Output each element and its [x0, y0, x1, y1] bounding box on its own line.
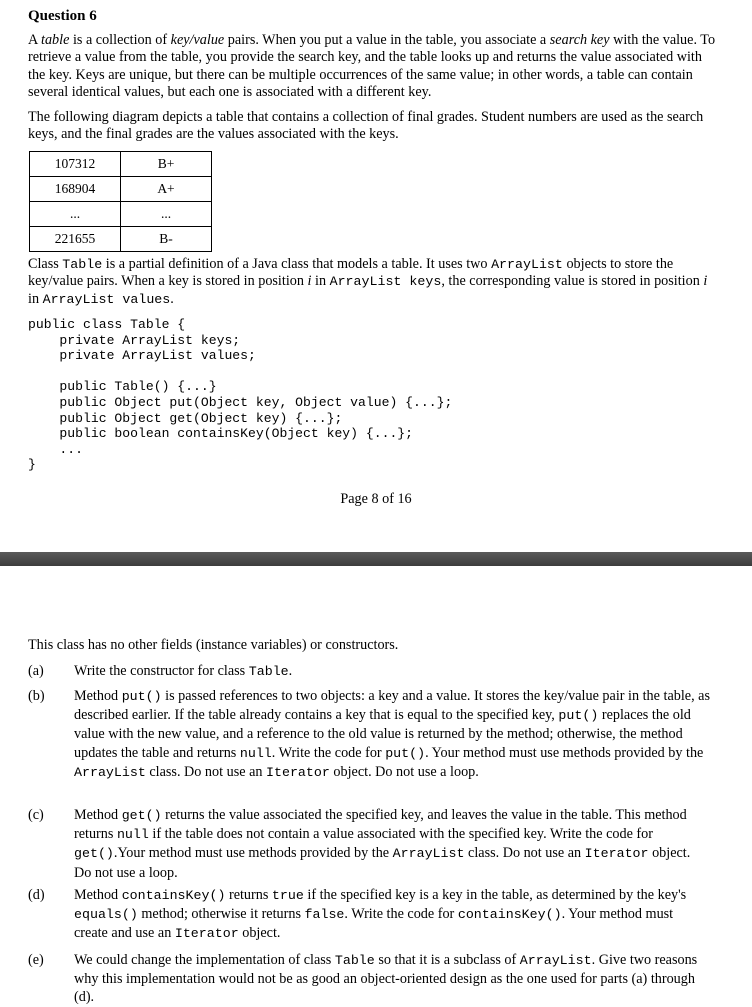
text-run: is passed references to two objects: a key and a value. It stores the key/value pair in the table, as described earlier. If the table already contains a key that is equal to the specified key,	[74, 688, 710, 724]
text-run: Method	[74, 807, 122, 823]
code-term: ArrayList	[392, 846, 465, 862]
question-part-label: (e)	[28, 952, 44, 968]
code-term: null	[116, 827, 149, 843]
code-term: ArrayList	[74, 764, 146, 780]
code-term: Table	[248, 664, 289, 679]
student-number-cell: ...	[30, 202, 121, 227]
question-title: Question 6	[28, 8, 97, 24]
paragraph-class-description	[28, 256, 718, 308]
code-term: put()	[558, 708, 599, 724]
student-number-cell: 107312	[30, 152, 121, 177]
text-run: . Write the code for	[344, 906, 458, 923]
question-part-label: (a)	[28, 663, 44, 679]
grade-cell: B+	[121, 152, 212, 177]
grades-table	[29, 151, 212, 252]
code-term: ArrayList	[491, 257, 563, 272]
question-part-text	[74, 886, 710, 944]
text-run: . Give two reasons why this implementation would not be as good an object-oriented design as the one used for parts (a) through (d).	[74, 952, 698, 1006]
code-term: false	[304, 907, 345, 923]
text-run: in	[28, 290, 43, 307]
text-run: is a collection of	[69, 32, 171, 48]
code-term: null	[239, 745, 272, 761]
paragraph-table-definition	[28, 32, 718, 101]
code-term: Table	[334, 953, 375, 968]
question-part-text	[74, 687, 710, 782]
text-run: objects to store the key/value pairs. When a key is stored in position	[28, 256, 674, 290]
code-term: Table	[62, 257, 103, 272]
code-term: put()	[385, 745, 426, 761]
code-term: containsKey()	[457, 907, 562, 923]
text-run: Method	[74, 887, 122, 903]
question-part-text	[74, 951, 710, 1007]
text-run: object. Do not use a loop.	[74, 845, 691, 881]
text-run: Method	[74, 688, 122, 704]
grades-table-row	[30, 152, 212, 177]
text-run: A	[28, 32, 42, 48]
code-term: Iterator	[174, 926, 239, 942]
question-part-text	[74, 806, 710, 882]
text-run: .	[170, 290, 174, 307]
grades-table-row	[30, 227, 212, 252]
grades-table-row	[30, 177, 212, 202]
page-divider	[0, 552, 752, 566]
code-term: ArrayList	[519, 953, 592, 968]
document-page-9	[0, 566, 752, 1006]
text-run: with the value. To retrieve a value from the table, you provide the search key, and the table looks up and returns the value associated with the key. Keys are unique, but there can be multiple occurrences of the same value; in other words, a table can contain several identical values, but each one is associated with a different key.	[28, 32, 716, 100]
page-number: Page 8 of 16	[340, 491, 412, 507]
code-term: get()	[121, 808, 162, 823]
emphasis-text: search key	[549, 32, 610, 48]
text-run: if the table does not contain a value associated with the specified key. Write the code for	[148, 826, 653, 843]
paragraph-diagram-description	[28, 109, 718, 144]
emphasis-text: i	[307, 273, 312, 290]
code-term: put()	[121, 689, 162, 704]
code-term: Iterator	[584, 846, 649, 862]
grades-table-row	[30, 202, 212, 227]
text-run: Class	[28, 256, 63, 272]
grade-cell: A+	[121, 177, 212, 202]
code-term: get()	[74, 846, 114, 862]
code-term: true	[271, 888, 304, 903]
text-run: .Your method must use methods provided by the	[113, 845, 393, 862]
code-term: equals()	[74, 907, 138, 923]
text-run: pairs. When you put a value in the table, you associate a	[224, 32, 550, 48]
text-run: Write the constructor for class	[74, 663, 249, 679]
code-term: Iterator	[266, 764, 330, 780]
text-run: , the corresponding value is stored in position	[441, 273, 704, 290]
code-term: ArrayList values	[42, 291, 171, 307]
text-run: object. Do not use a loop.	[329, 763, 479, 780]
question-part-label: (c)	[28, 807, 44, 823]
text-run: if the specified key is a key in the table, as determined by the key's	[303, 887, 687, 903]
text-run: returns	[225, 887, 272, 903]
text-run: returns the value associated the specified key, and leaves the value in the table. This method returns	[74, 807, 687, 843]
java-code-block: public class Table { private ArrayList keys; private ArrayList values; public Table() {...} public Object put(Object key, Object value) {...}; public Object get(Object key) {...}; public boolean containsKey(Object key) {...}; ... }	[28, 317, 453, 473]
text-run: replaces the old value with the new value, and a reference to the old value is returned by the method; otherwise, the method updates the table and returns	[74, 707, 691, 761]
text-run: . Your method must use methods provided by the	[425, 744, 704, 761]
text-run: object.	[238, 925, 281, 942]
page2-intro: This class has no other fields (instance variables) or constructors.	[28, 637, 399, 653]
emphasis-text: key/value	[170, 32, 225, 48]
question-part-text	[74, 662, 710, 681]
text-run: . Your method must create and use an	[74, 906, 674, 942]
text-run: The following diagram depicts a table that contains a collection of final grades. Student numbers are used as the search keys, and the final grades are the values associated with the keys.	[28, 109, 704, 143]
question-part-label: (b)	[28, 688, 45, 704]
emphasis-text: i	[703, 273, 708, 290]
text-run: class. Do not use an	[145, 763, 267, 780]
text-run: so that it is a subclass of	[374, 952, 520, 968]
text-run: in	[311, 273, 330, 290]
student-number-cell: 168904	[30, 177, 121, 202]
grade-cell: ...	[121, 202, 212, 227]
text-run: . Write the code for	[271, 744, 386, 761]
question-part-label: (d)	[28, 887, 45, 903]
code-term: ArrayList keys	[329, 274, 442, 290]
text-run: class. Do not use an	[464, 845, 585, 862]
student-number-cell: 221655	[30, 227, 121, 252]
emphasis-text: table	[41, 32, 70, 48]
text-run: method; otherwise it returns	[137, 906, 305, 923]
text-run: We could change the implementation of class	[74, 952, 335, 968]
text-run: .	[288, 663, 293, 679]
code-term: containsKey()	[121, 888, 226, 903]
text-run: is a partial definition of a Java class that models a table. It uses two	[102, 256, 492, 272]
grade-cell: B-	[121, 227, 212, 252]
